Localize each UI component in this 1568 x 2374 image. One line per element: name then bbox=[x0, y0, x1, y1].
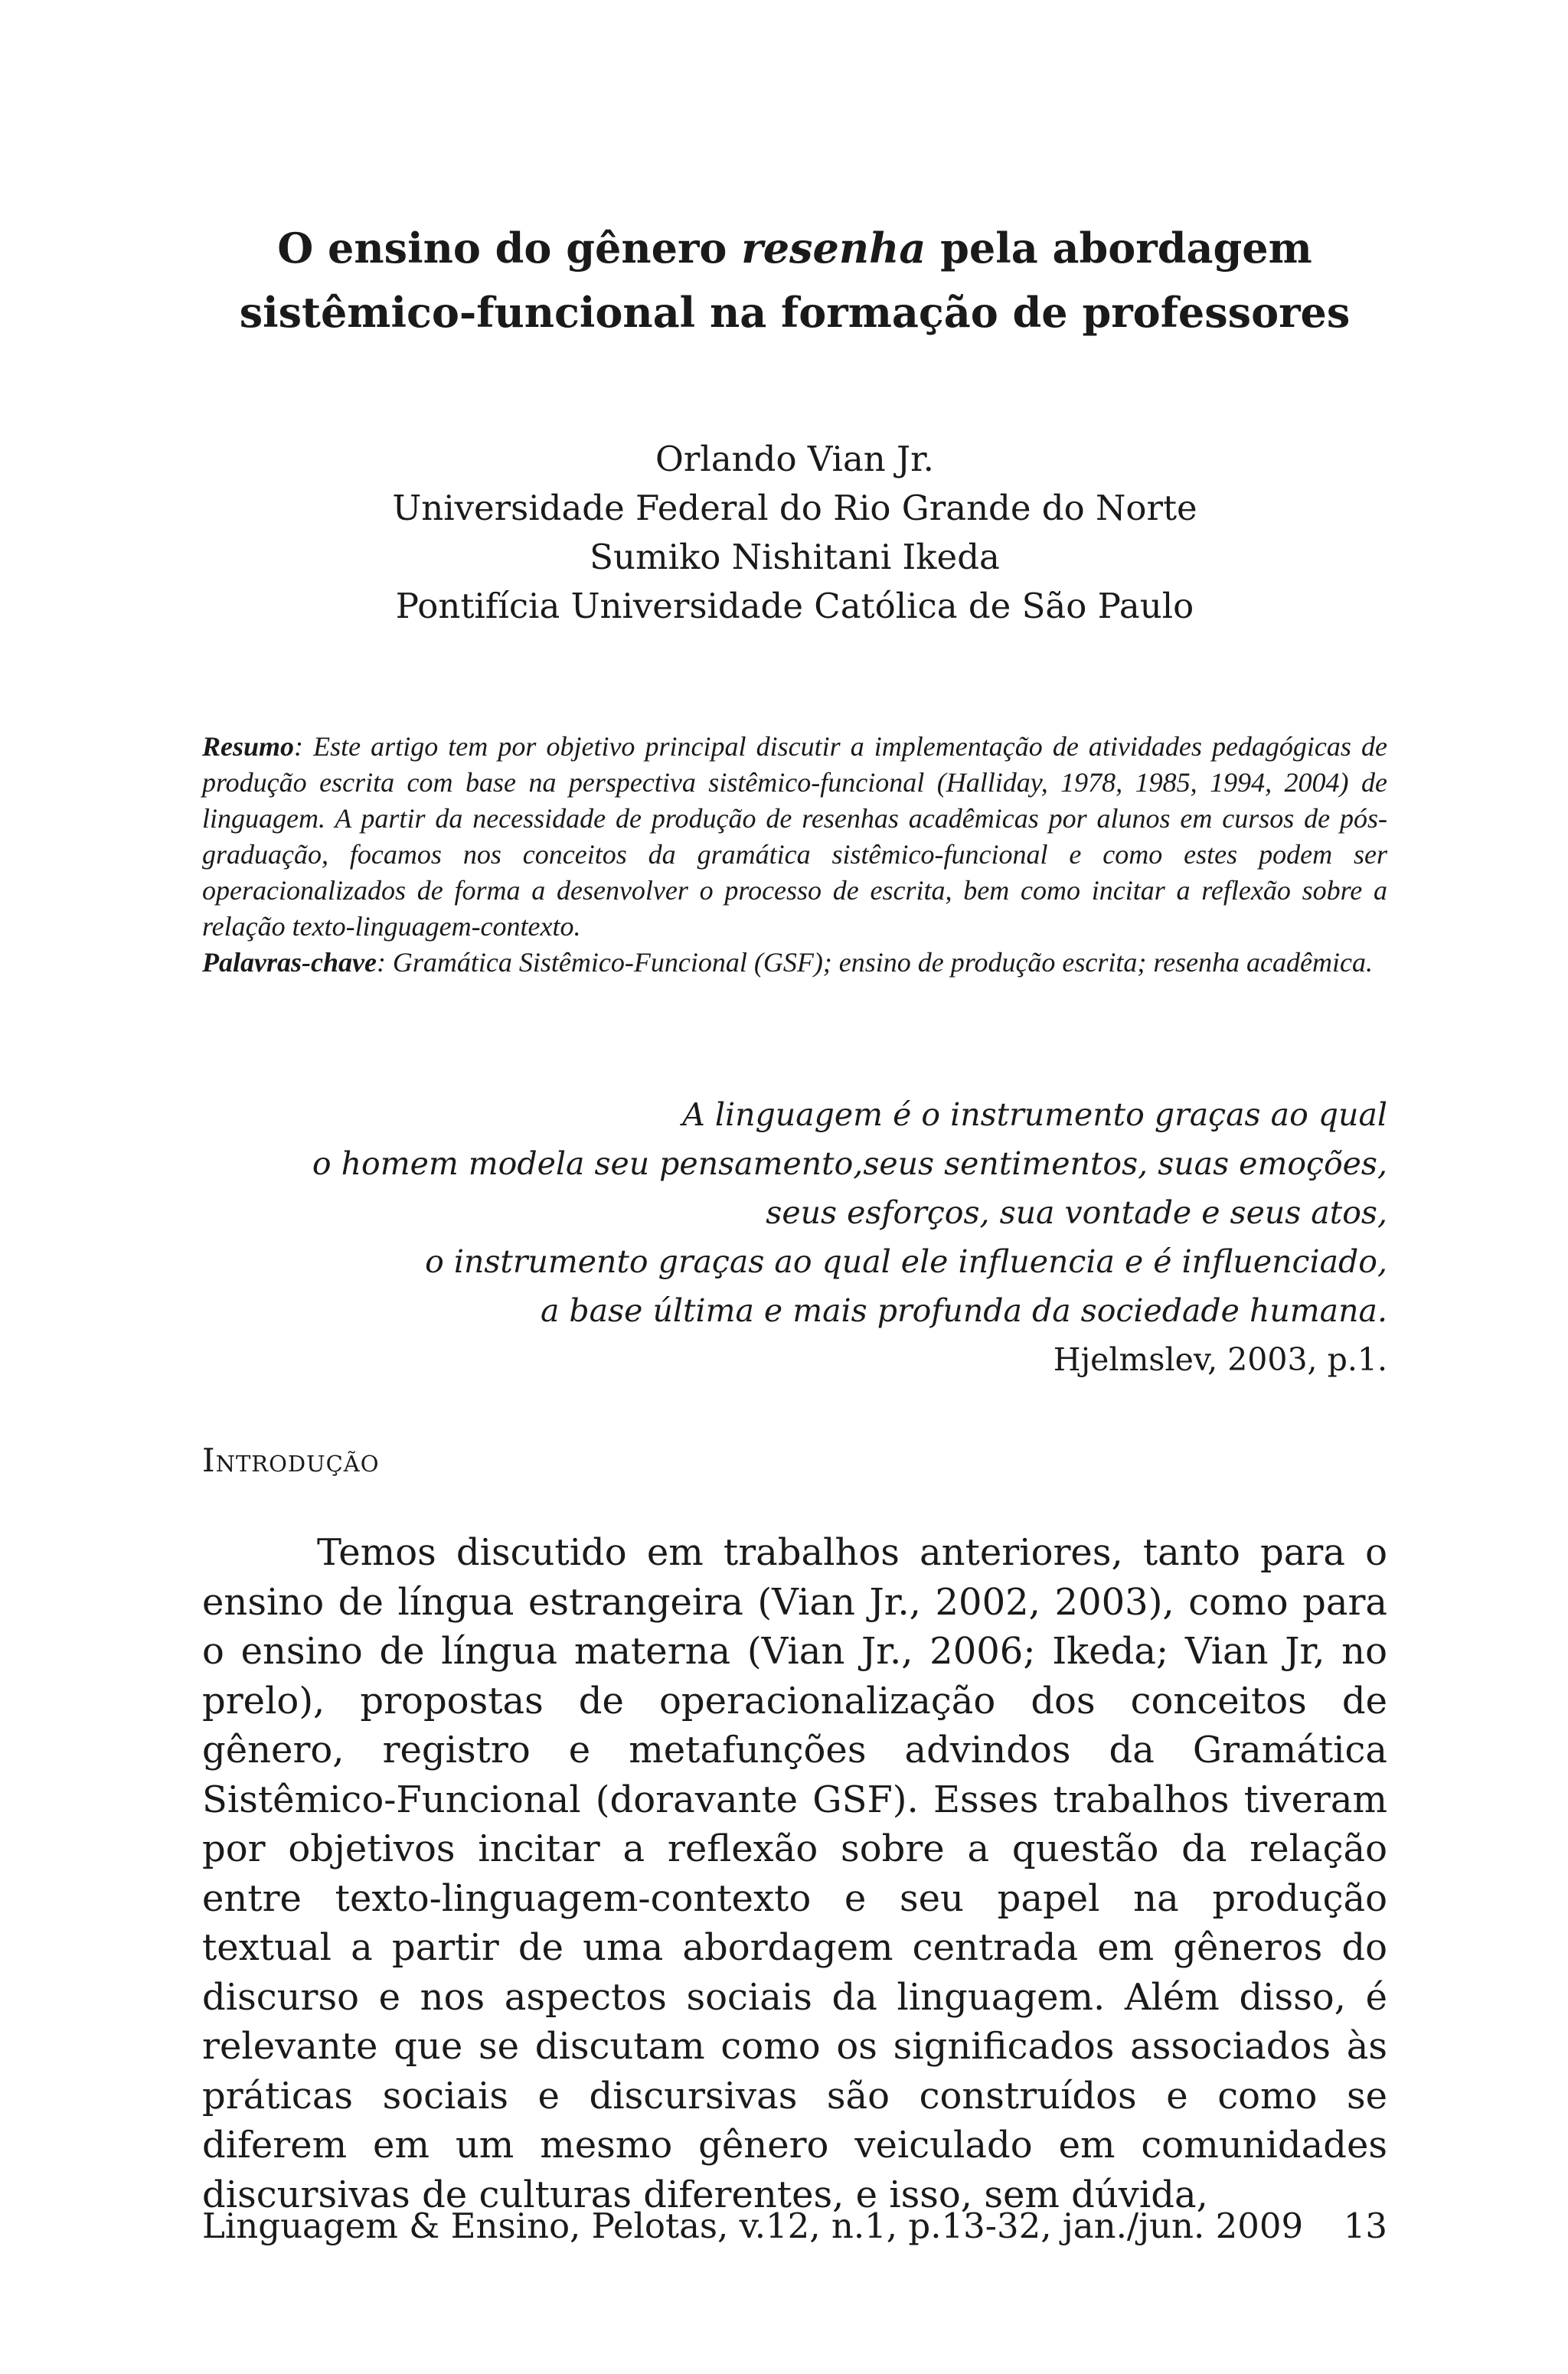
author-block bbox=[202, 435, 1387, 631]
keywords-text: : Gramática Sistêmico-Funcional (GSF); ensino de produção escrita; resenha acadêmica. bbox=[376, 947, 1373, 978]
title-part-1: O ensino do gênero bbox=[277, 224, 742, 273]
author-name-1: Orlando Vian Jr. bbox=[655, 439, 934, 479]
epigraph-line: A linguagem é o instrumento graças ao qual bbox=[682, 1096, 1387, 1133]
keywords-paragraph bbox=[202, 945, 1387, 981]
section-heading: Introdução bbox=[202, 1442, 380, 1479]
abstract-text: : Este artigo tem por objetivo principal discutir a implementação de atividades pedagógicas de produção escrita com base na perspectiva sistêmico-funcional (Halliday, 1978, 1985, 1994, 2004) de linguagem. A partir da necessidade de produção de resenhas acadêmicas por alunos em cursos de pós-graduação, focamos nos conceitos da gramática sistêmico-funcional e como estes podem ser operacionalizados de forma a desenvolver o processo de escrita, bem como incitar a reflexão sobre a relação texto-linguagem-contexto. bbox=[202, 731, 1387, 942]
epigraph-line: o homem modela seu pensamento,seus sentimentos, suas emoções, bbox=[312, 1145, 1387, 1182]
epigraph-source: Hjelmslev, 2003, p.1. bbox=[1053, 1341, 1387, 1378]
article-title bbox=[202, 216, 1387, 345]
body-text bbox=[202, 1528, 1387, 2219]
author-affiliation-2: Pontifícia Universidade Católica de São Paulo bbox=[395, 586, 1194, 626]
journal-citation: Linguagem & Ensino, Pelotas, v.12, n.1, p.13-32, jan./jun. 2009 bbox=[202, 2206, 1304, 2246]
title-italic-word: resenha bbox=[741, 224, 926, 273]
epigraph-line: o instrumento graças ao qual ele influencia e é influenciado, bbox=[425, 1243, 1387, 1280]
epigraph-line: a base última e mais profunda da sociedade humana. bbox=[540, 1292, 1387, 1329]
abstract-paragraph bbox=[202, 729, 1387, 945]
title-line-2: sistêmico-funcional na formação de professores bbox=[239, 288, 1351, 337]
author-name-2: Sumiko Nishitani Ikeda bbox=[590, 537, 1000, 577]
epigraph bbox=[312, 1090, 1387, 1384]
author-affiliation-1: Universidade Federal do Rio Grande do Norte bbox=[392, 488, 1197, 528]
abstract-label: Resumo bbox=[202, 731, 295, 762]
epigraph-line: seus esforços, sua vontade e seus atos, bbox=[766, 1194, 1387, 1231]
body-paragraph: Temos discutido em trabalhos anteriores, tanto para o ensino de língua estrangeira (Vian Jr., 2002, 2003), como para o ensino de língua materna (Vian Jr., 2006; Ikeda; Vian Jr, no prelo), propostas de operacionalização dos conceitos de gênero, registro e metafunções advindos da Gramática Sistêmico-Funcional (doravante GSF). Esses trabalhos tiveram por objetivos incitar a reflexão sobre a questão da relação entre texto-linguagem-contexto e seu papel na produção textual a partir de uma abordagem centrada em gêneros do discurso e nos aspectos sociais da linguagem. Além disso, é relevante que se discutam como os significados associados às práticas sociais e discursivas são construídos e como se diferem em um mesmo gênero veiculado em comunidades discursivas de culturas diferentes, e isso, sem dúvida, bbox=[202, 1531, 1387, 2216]
keywords-label: Palavras-chave bbox=[202, 947, 377, 978]
abstract-block bbox=[202, 729, 1387, 981]
page-number: 13 bbox=[1343, 2206, 1387, 2246]
title-part-2: pela abordagem bbox=[926, 224, 1312, 273]
